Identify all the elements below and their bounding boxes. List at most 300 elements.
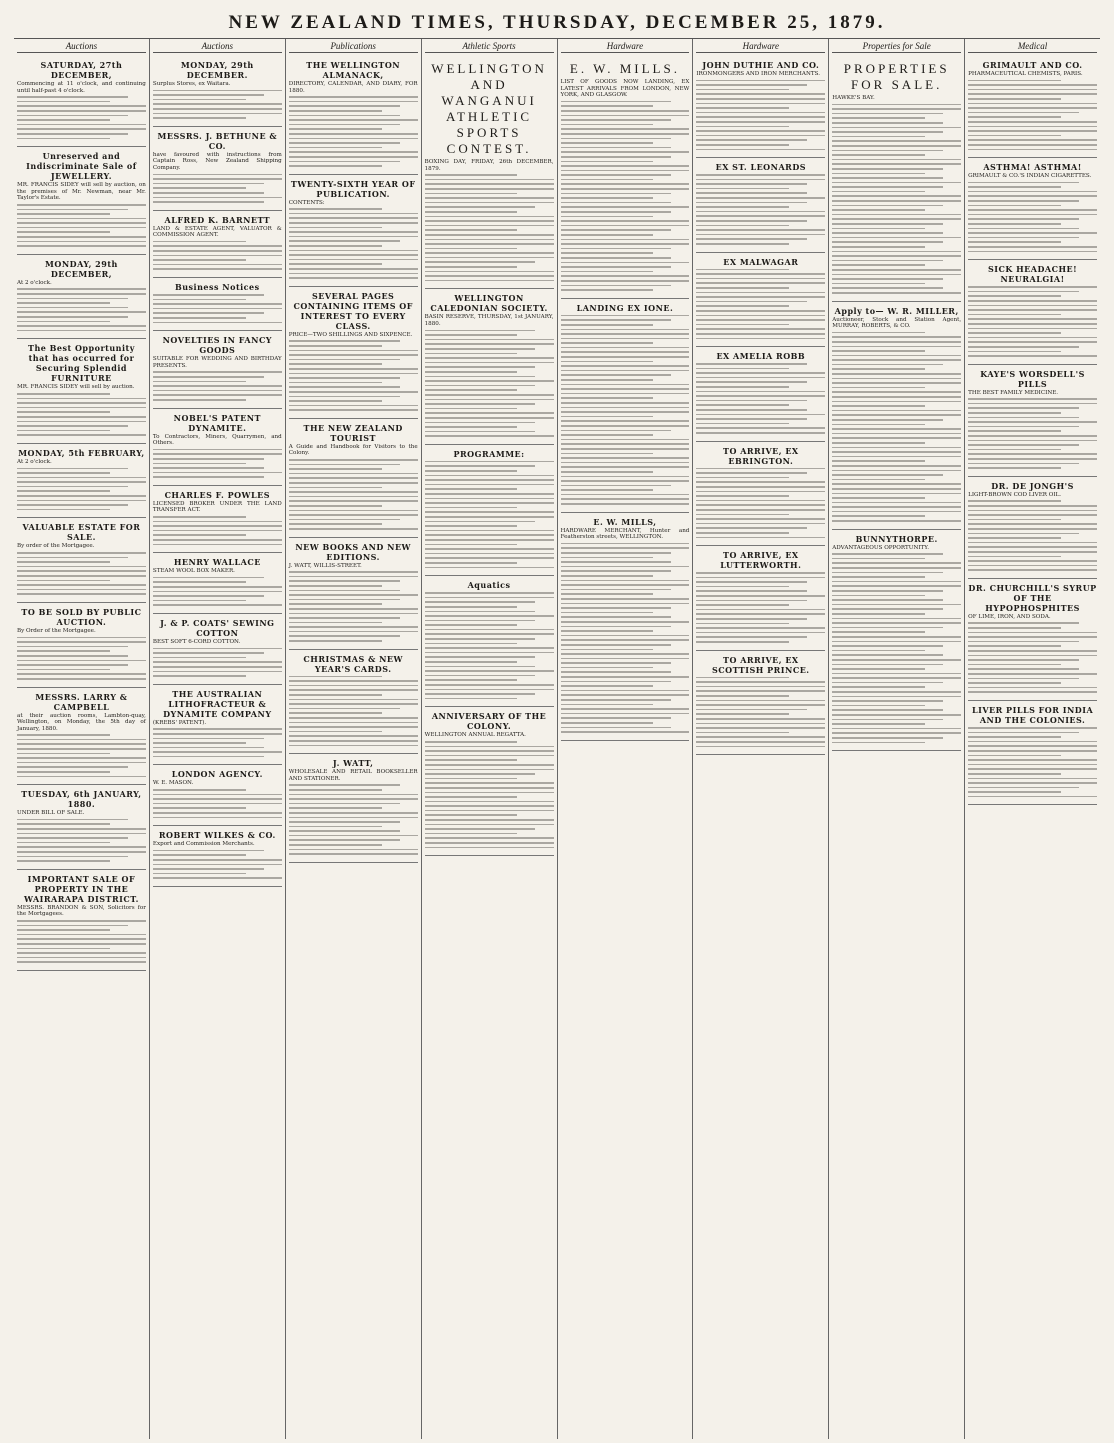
print-line	[17, 762, 146, 764]
print-line	[696, 527, 807, 529]
text-lines	[696, 572, 825, 643]
print-line	[832, 228, 925, 230]
print-line	[696, 409, 807, 411]
advertisement	[289, 538, 418, 650]
masthead: NEW ZEALAND TIMES, THURSDAY, DECEMBER 25, 1879.	[228, 12, 886, 33]
print-line	[17, 231, 110, 233]
print-line	[832, 364, 943, 366]
print-line	[17, 124, 146, 126]
ad-body: LIST OF GOODS NOW LANDING, EX LATEST ARRIVALS FROM LONDON, NEW YORK, AND GLASGOW.	[560, 79, 690, 99]
advertisement	[289, 419, 418, 538]
print-line	[17, 96, 128, 98]
print-line	[561, 133, 690, 135]
print-line	[425, 461, 554, 463]
print-line	[153, 877, 282, 879]
print-line	[832, 355, 961, 357]
print-line	[561, 489, 654, 491]
print-line	[289, 500, 418, 502]
print-line	[696, 681, 825, 683]
print-line	[425, 764, 554, 766]
print-line	[17, 245, 146, 247]
print-line	[17, 823, 110, 825]
print-line	[425, 179, 554, 181]
ad-headline: EX AMELIA ROBB	[716, 351, 806, 362]
ad-body: MR. FRANCIS SIDEY will sell by auction.	[17, 384, 135, 391]
print-line	[289, 165, 382, 167]
ad-headline: LIVER PILLS FOR INDIA AND THE COLONIES.	[971, 704, 1094, 725]
print-line	[696, 135, 825, 137]
print-line	[425, 684, 554, 686]
print-line	[17, 325, 146, 327]
print-line	[17, 472, 110, 474]
print-line	[968, 650, 1097, 652]
print-line	[153, 595, 264, 597]
print-line	[561, 243, 690, 245]
print-line	[968, 214, 1097, 216]
print-line	[289, 468, 382, 470]
print-line	[832, 209, 925, 211]
print-line	[153, 103, 282, 105]
print-line	[832, 218, 961, 220]
print-line	[289, 571, 418, 573]
print-line	[425, 525, 518, 527]
print-line	[289, 594, 418, 596]
print-line	[561, 430, 672, 432]
print-line	[561, 206, 690, 208]
print-line	[696, 183, 807, 185]
print-line	[968, 659, 1079, 661]
print-line	[561, 356, 690, 358]
column-7	[829, 39, 965, 1439]
print-line	[968, 655, 1097, 657]
print-line	[696, 243, 789, 245]
print-line	[153, 90, 282, 92]
advertisement	[968, 701, 1097, 806]
ad-headline: TO ARRIVE, EX EBRINGTON.	[722, 445, 799, 466]
print-line	[17, 138, 110, 140]
print-line	[832, 387, 925, 389]
print-line	[968, 195, 1097, 197]
print-line	[425, 516, 554, 518]
print-line	[696, 636, 807, 638]
advertisement	[561, 56, 690, 299]
print-line	[832, 292, 961, 294]
print-line	[289, 396, 400, 398]
print-line	[17, 236, 146, 238]
text-lines	[561, 543, 690, 733]
advertisement	[289, 650, 418, 755]
print-line	[425, 656, 536, 658]
print-line	[561, 220, 690, 222]
print-line	[968, 782, 1097, 784]
print-line	[289, 617, 400, 619]
print-line	[17, 669, 110, 671]
print-line	[696, 188, 789, 190]
ad-headline: MONDAY, 5th FEBRUARY,	[18, 447, 145, 458]
print-line	[968, 223, 1061, 225]
text-lines	[425, 461, 554, 568]
ad-body: J. WATT, WILLIS-STREET.	[288, 562, 362, 569]
print-line	[425, 638, 536, 640]
print-line	[696, 736, 825, 738]
advertisement	[153, 486, 282, 553]
print-line	[832, 502, 961, 504]
print-line	[17, 948, 110, 950]
text-lines	[153, 648, 282, 677]
print-line	[696, 595, 825, 597]
print-line	[17, 411, 110, 413]
advertisement	[696, 651, 825, 756]
print-line	[425, 330, 536, 332]
print-line	[17, 561, 110, 563]
print-line	[696, 695, 789, 697]
text-lines	[153, 90, 282, 119]
print-line	[832, 177, 943, 179]
print-line	[561, 393, 690, 395]
print-line	[425, 353, 518, 355]
print-line	[696, 572, 825, 574]
print-line	[17, 925, 128, 927]
print-line	[425, 847, 554, 849]
print-line	[832, 104, 961, 106]
advertisement	[153, 409, 282, 486]
column-3	[286, 39, 422, 1439]
print-line	[561, 662, 672, 664]
print-line	[289, 731, 382, 733]
ad-headline: CHARLES F. POWLES	[164, 489, 271, 500]
print-line	[289, 523, 382, 525]
print-line	[561, 101, 672, 103]
print-line	[696, 586, 789, 588]
print-line	[561, 411, 690, 413]
print-line	[289, 599, 400, 601]
print-line	[696, 723, 825, 725]
print-line	[289, 142, 400, 144]
print-line	[425, 339, 554, 341]
print-line	[561, 552, 672, 554]
print-line	[696, 130, 825, 132]
print-line	[289, 717, 418, 719]
print-line	[17, 570, 146, 572]
print-line	[968, 678, 1079, 680]
advertisement	[17, 870, 146, 971]
print-line	[968, 205, 1061, 207]
print-line	[289, 409, 418, 411]
text-lines	[425, 592, 554, 699]
print-line	[696, 363, 807, 365]
print-line	[968, 182, 1079, 184]
print-line	[561, 407, 690, 409]
print-line	[968, 514, 1097, 516]
print-line	[289, 359, 400, 361]
print-line	[832, 405, 925, 407]
print-line	[696, 537, 825, 539]
column-header: Hardware	[696, 39, 825, 53]
print-line	[289, 631, 418, 633]
advertisement	[17, 255, 146, 340]
print-line	[968, 412, 1061, 414]
advertisement	[832, 302, 961, 530]
ad-headline: CHRISTMAS & NEW YEAR'S CARDS.	[303, 653, 403, 674]
print-line	[561, 197, 654, 199]
print-line	[289, 405, 418, 407]
advertisement	[968, 579, 1097, 701]
print-line	[832, 269, 961, 271]
print-line	[561, 347, 690, 349]
print-line	[561, 374, 672, 376]
ad-headline: TO ARRIVE, EX LUTTERWORTH.	[720, 550, 802, 571]
print-line	[696, 328, 825, 330]
print-line	[425, 348, 536, 350]
print-line	[561, 319, 672, 321]
print-line	[289, 613, 418, 615]
ad-headline: TWENTY-SIXTH YEAR OF PUBLICATION.	[290, 178, 416, 199]
print-line	[696, 604, 789, 606]
advertisement	[289, 175, 418, 287]
print-line	[425, 819, 554, 821]
print-line	[561, 402, 690, 404]
print-line	[832, 714, 961, 716]
print-line	[561, 188, 690, 190]
print-line	[289, 726, 418, 728]
print-line	[425, 652, 554, 654]
text-lines	[832, 104, 961, 294]
print-line	[832, 641, 961, 643]
print-line	[153, 586, 282, 588]
print-line	[561, 575, 654, 577]
print-line	[289, 826, 382, 828]
print-line	[17, 407, 146, 409]
print-line	[832, 677, 961, 679]
print-line	[425, 266, 518, 268]
print-line	[832, 341, 961, 343]
print-line	[153, 747, 264, 749]
column-5	[558, 39, 694, 1439]
print-line	[832, 608, 943, 610]
advertisement	[696, 442, 825, 547]
print-line	[425, 787, 554, 789]
column-4	[422, 39, 558, 1439]
print-line	[561, 713, 690, 715]
print-line	[696, 206, 789, 208]
text-lines	[17, 552, 146, 595]
print-line	[832, 493, 961, 495]
print-line	[832, 278, 943, 280]
print-line	[696, 338, 825, 340]
print-line	[425, 193, 518, 195]
print-line	[696, 677, 789, 679]
print-line	[832, 585, 961, 587]
print-line	[153, 385, 282, 387]
ad-body: Auctioneer, Stock and Station Agent, MURRAY, ROBERTS, & CO.	[832, 316, 962, 330]
print-line	[561, 271, 654, 273]
print-line	[832, 200, 961, 202]
print-line	[289, 464, 400, 466]
print-line	[17, 430, 110, 432]
print-line	[832, 613, 925, 615]
advertisement	[425, 445, 554, 576]
print-line	[968, 645, 1061, 647]
print-line	[289, 576, 418, 578]
print-line	[968, 103, 1097, 105]
column-6	[693, 39, 829, 1439]
print-line	[696, 93, 825, 95]
ad-headline: MESSRS. LARRY & CAMPBELL	[35, 691, 128, 712]
print-line	[425, 647, 554, 649]
ad-headline: THE NEW ZEALAND TOURIST	[303, 422, 403, 443]
print-line	[561, 566, 690, 568]
text-lines	[968, 727, 1097, 798]
print-line	[153, 259, 246, 261]
print-line	[832, 214, 961, 216]
print-line	[832, 696, 961, 698]
print-line	[17, 321, 110, 323]
ad-body: Export and Commission Merchants.	[152, 841, 255, 848]
print-line	[832, 350, 925, 352]
print-line	[968, 417, 1079, 419]
print-line	[153, 458, 264, 460]
print-line	[968, 449, 1061, 451]
print-line	[425, 773, 536, 775]
print-line	[696, 400, 807, 402]
print-line	[153, 516, 246, 518]
print-line	[968, 116, 1061, 118]
print-line	[425, 206, 536, 208]
ad-headline: BUNNYTHORPE.	[855, 533, 938, 544]
text-lines	[153, 174, 282, 203]
print-line	[17, 509, 110, 511]
text-lines	[153, 728, 282, 757]
print-line	[561, 480, 690, 482]
print-line	[696, 627, 825, 629]
print-line	[696, 282, 825, 284]
print-line	[832, 173, 925, 175]
print-line	[153, 671, 282, 673]
print-line	[153, 864, 282, 866]
print-line	[561, 543, 690, 545]
print-line	[425, 750, 554, 752]
print-line	[289, 245, 382, 247]
print-line	[968, 84, 1097, 86]
print-line	[561, 370, 690, 372]
print-line	[696, 746, 825, 748]
ad-headline: KAYE'S WORSDELL'S PILLS	[980, 368, 1085, 389]
print-line	[425, 842, 554, 844]
print-line	[832, 168, 943, 170]
print-line	[425, 188, 554, 190]
print-line	[561, 289, 654, 291]
print-line	[561, 239, 690, 241]
print-line	[289, 350, 418, 352]
text-lines	[696, 269, 825, 340]
ad-body: DIRECTORY, CALENDAR, AND DIARY, FOR 1880.	[288, 81, 418, 94]
print-line	[425, 553, 554, 555]
print-line	[289, 510, 418, 512]
print-line	[561, 262, 690, 264]
print-line	[832, 246, 925, 248]
print-line	[425, 174, 518, 176]
print-line	[968, 135, 1061, 137]
print-line	[425, 778, 518, 780]
print-line	[289, 386, 400, 388]
print-line	[561, 593, 654, 595]
print-line	[289, 151, 418, 153]
print-line	[832, 636, 961, 638]
print-line	[561, 416, 654, 418]
print-line	[832, 682, 943, 684]
print-line	[289, 722, 418, 724]
print-line	[832, 287, 943, 289]
print-line	[153, 117, 246, 119]
print-line	[425, 197, 554, 199]
text-lines	[153, 294, 282, 323]
print-line	[968, 139, 1097, 141]
print-line	[832, 622, 961, 624]
print-line	[153, 264, 282, 266]
print-line	[17, 218, 146, 220]
print-line	[17, 481, 146, 483]
print-line	[832, 562, 961, 564]
text-lines	[153, 789, 282, 818]
print-line	[696, 404, 789, 406]
print-line	[17, 593, 146, 595]
print-line	[561, 365, 690, 367]
print-line	[832, 255, 961, 257]
print-line	[832, 433, 961, 435]
advertisement	[968, 477, 1097, 579]
print-line	[561, 471, 654, 473]
print-line	[968, 191, 1097, 193]
print-line	[696, 468, 825, 470]
print-line	[17, 566, 146, 568]
text-lines	[289, 96, 418, 167]
print-line	[832, 728, 961, 730]
print-line	[425, 511, 554, 513]
ad-body: HAWKE'S BAY.	[832, 95, 875, 101]
text-lines	[17, 819, 146, 862]
print-line	[425, 666, 536, 668]
print-line	[561, 570, 672, 572]
print-line	[17, 330, 146, 332]
print-line	[561, 379, 654, 381]
print-line	[289, 817, 418, 819]
print-line	[561, 667, 654, 669]
ad-headline: SATURDAY, 27th DECEMBER,	[40, 60, 123, 80]
text-lines	[968, 500, 1097, 571]
text-lines	[696, 174, 825, 245]
print-line	[289, 676, 382, 678]
advertisement	[561, 299, 690, 513]
print-line	[17, 393, 110, 395]
print-line	[561, 216, 654, 218]
ad-headline: DR. DE JONGH'S	[991, 480, 1074, 491]
print-line	[968, 510, 1097, 512]
print-line	[17, 748, 146, 750]
print-line	[425, 275, 554, 277]
print-line	[153, 873, 246, 875]
print-line	[289, 373, 418, 375]
print-line	[968, 126, 1097, 128]
print-line	[289, 254, 418, 256]
ad-body: PHARMACEUTICAL CHEMISTS, PARIS.	[968, 71, 1083, 77]
print-line	[153, 449, 282, 451]
print-line	[153, 859, 282, 861]
column-header: Auctions	[153, 39, 282, 53]
print-line	[832, 460, 925, 462]
print-line	[832, 719, 943, 721]
print-line	[425, 643, 518, 645]
advertisement	[17, 603, 146, 688]
